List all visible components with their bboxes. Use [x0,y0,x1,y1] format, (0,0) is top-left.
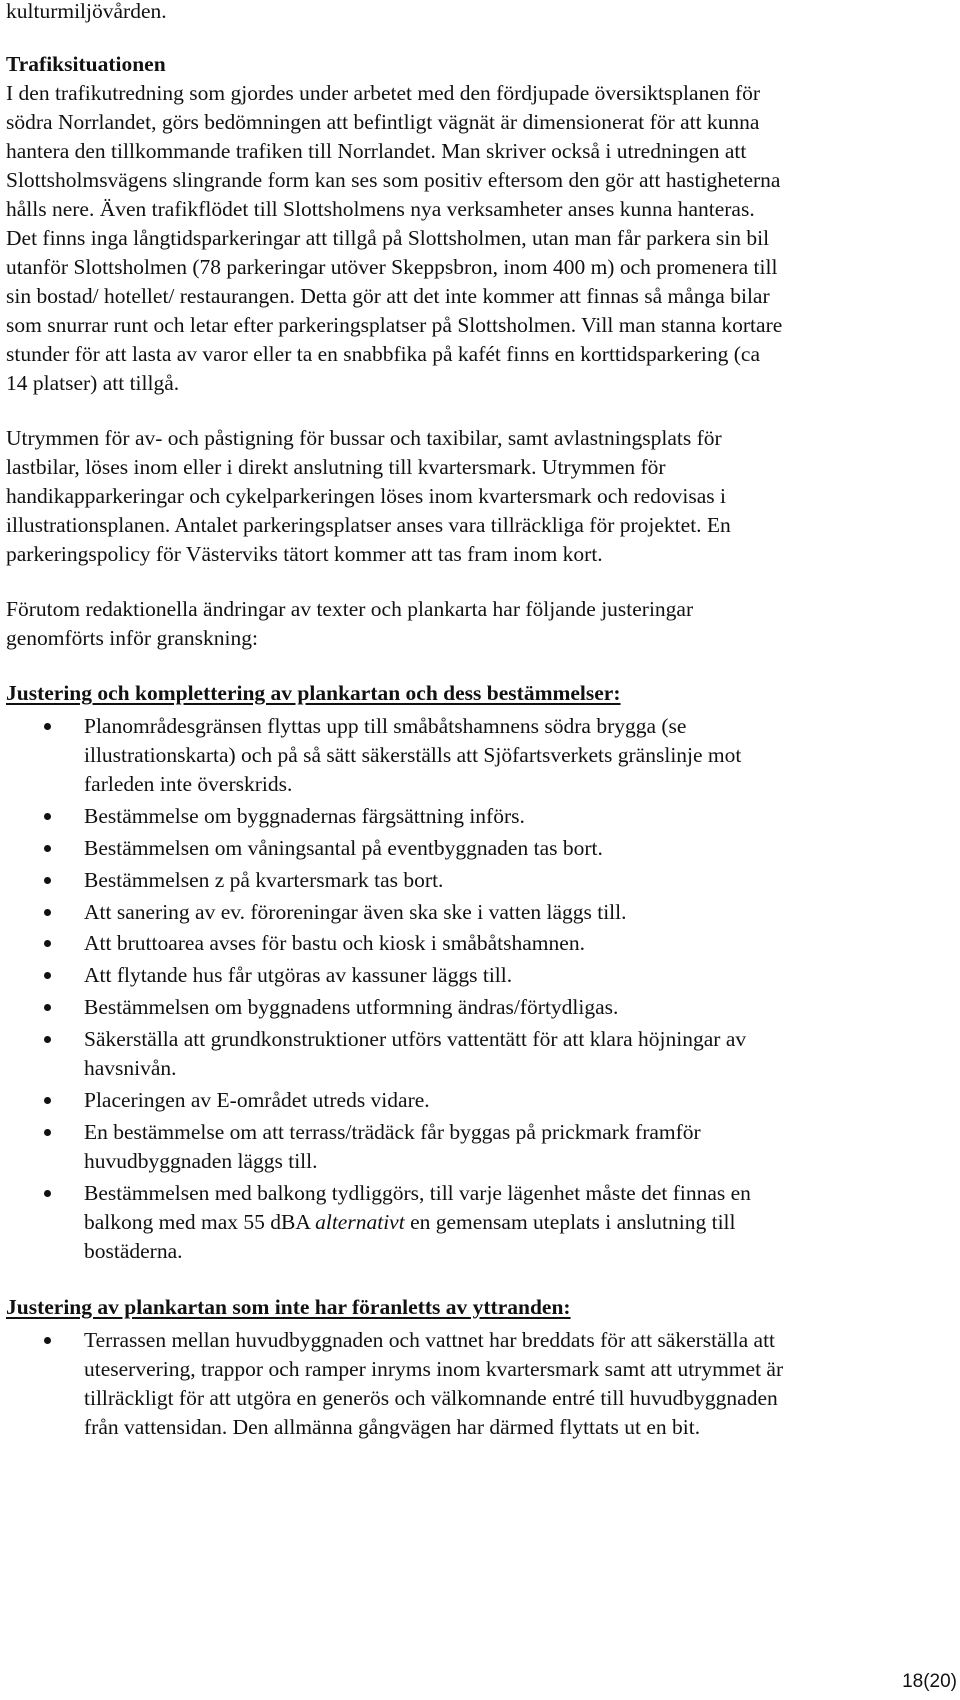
list-item: En bestämmelse om att terrass/trädäck får byggas på prickmark framför huvudbyggnaden läggs till. [6,1118,786,1176]
list-other-adjustments [6,1326,786,1443]
heading-trafiksituationen: Trafiksituationen [6,52,166,76]
list-item: Att bruttoarea avses för bastu och kiosk i småbåtshamnen. [6,929,786,958]
list-adjustments [6,712,786,1266]
list-item: Att sanering av ev. föroreningar även ska ske i vatten läggs till. [6,898,786,927]
bullet-icon [44,972,51,979]
list-item: Att flytande hus får utgöras av kassuner läggs till. [6,961,786,990]
list-item: Placeringen av E-området utreds vidare. [6,1086,786,1115]
list-item: Planområdesgränsen flyttas upp till småbåtshamnens södra brygga (se illustrationskarta) och på så sätt säkerställs att Sjöfartsverkets gränslinje mot farleden inte överskrids. [6,712,786,800]
paragraph-traffic: I den trafikutredning som gjordes under arbetet med den fördjupade översiktsplanen för södra Norrlandet, görs bedömningen att befintligt vägnät är dimensionerat för att kunna hantera den tillkommande trafiken till Norrlandet. Man skriver också i utredningen att Slottsholmsvägens slingrande form kan ses som positiv eftersom den gör att hastigheterna hålls nere. Även trafikflödet till Slottsholmens nya verksamheter anses kunna hanteras. Det finns inga långtidsparkeringar att tillgå på Slottsholmen, utan man får parkera sin bil utanför Slottsholmen (78 parkeringar utöver Skeppsbron, inom 400 m) och promenera till sin bostad/ hotellet/ restaurangen. Detta gör att det inte kommer att finnas så många bilar som snurrar runt och letar efter parkeringsplatser på Slottsholmen. Vill man stanna kortare stunder för att lasta av varor eller ta en snabbfika på kafét finns en korttidsparkering (ca 14 platser) att tillgå. [6,81,783,395]
bullet-icon [44,1036,51,1043]
bullet-icon [44,909,51,916]
list-item: Terrassen mellan huvudbyggnaden och vattnet har breddats för att säkerställa att uteservering, trappor och ramper inryms inom kvartersmark samt att utrymmet är tillräckligt för att utgöra en generös och välkomnande entré till huvudbyggnaden från vattensidan. Den allmänna gångvägen har därmed flyttats ut en bit. [6,1326,786,1443]
list-item: Bestämmelsen om byggnadens utformning ändras/förtydligas. [6,993,786,1022]
bullet-icon [44,723,51,730]
bullet-icon [44,1097,51,1104]
list-item-balcony: Bestämmelsen med balkong tydliggörs, till varje lägenhet måste det finnas en balkong med max 55 dBA alternativt en gemensam uteplats i anslutning till bostäderna. [6,1179,786,1267]
paragraph-utrymmen: Utrymmen för av- och påstigning för bussar och taxibilar, samt avlastningsplats för lastbilar, löses inom eller i direkt anslutning till kvartersmark. Utrymmen för handikapparkeringar och cykelparkeringen löses inom kvartersmark och redovisas i illustrationsplanen. Antalet parkeringsplatser anses vara tillräckliga för projektet. En parkeringspolicy för Västerviks tätort kommer att tas fram inom kort. [6,426,731,566]
list-item: Säkerställa att grundkonstruktioner utförs vattentätt för att klara höjningar av havsnivån. [6,1025,786,1083]
bullet-icon [44,1337,51,1344]
bullet-icon [44,845,51,852]
emphasis-alternativt: alternativt [315,1209,405,1234]
document-page [6,0,786,1445]
heading-justering-komplettering: Justering och komplettering av plankartan och dess bestämmelser: [6,681,621,705]
paragraph-intro-adjustments: Förutom redaktionella ändringar av texter och plankarta har följande justeringar genomförts inför granskning: [6,597,694,650]
heading-justering-ej-yttranden: Justering av plankartan som inte har föranletts av yttranden: [6,1294,571,1319]
page-number: 18(20) [902,1671,957,1692]
top-text-fragment: kulturmiljövården. [6,0,167,23]
bullet-icon [44,1190,51,1197]
bullet-icon [44,1129,51,1136]
list-item: Bestämmelse om byggnadernas färgsättning införs. [6,802,786,831]
list-item: Bestämmelsen om våningsantal på eventbyggnaden tas bort. [6,834,786,863]
bullet-icon [44,813,51,820]
list-item: Bestämmelsen z på kvartersmark tas bort. [6,866,786,895]
bullet-icon [44,940,51,947]
bullet-icon [44,877,51,884]
bullet-icon [44,1004,51,1011]
